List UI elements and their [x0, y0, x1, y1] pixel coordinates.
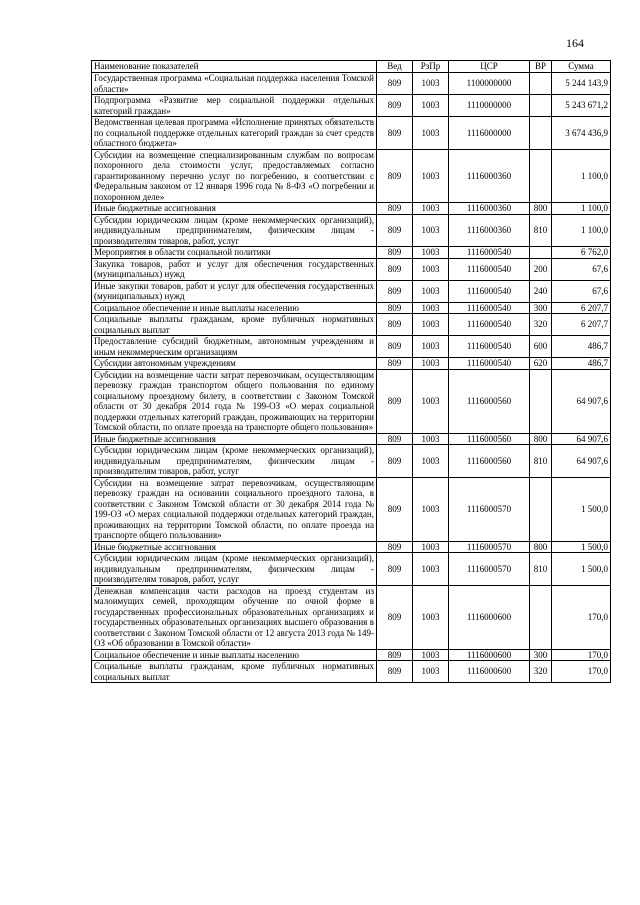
row-vr: 620: [530, 358, 552, 370]
row-vr: 240: [530, 280, 552, 302]
row-vr: 600: [530, 336, 552, 358]
table-row: [92, 369, 611, 433]
row-name: Социальные выплаты гражданам, кроме публичных нормативных социальных выплат: [92, 661, 377, 683]
row-ved: 809: [377, 258, 413, 280]
row-ved: 809: [377, 302, 413, 314]
row-rzpr: 1003: [413, 445, 449, 478]
row-rzpr: 1003: [413, 433, 449, 445]
row-csr: 1116000560: [449, 433, 530, 445]
row-vr: 200: [530, 258, 552, 280]
row-ved: 809: [377, 661, 413, 683]
table-row: [92, 661, 611, 683]
table-body: [92, 73, 611, 683]
row-rzpr: 1003: [413, 117, 449, 150]
row-vr: 800: [530, 433, 552, 445]
row-csr: 1116000540: [449, 247, 530, 259]
row-ved: 809: [377, 336, 413, 358]
row-sum: 5 244 143,9: [552, 73, 611, 95]
row-rzpr: 1003: [413, 585, 449, 649]
row-name: Иные бюджетные ассигнования: [92, 203, 377, 215]
row-vr: 810: [530, 214, 552, 247]
row-name: Иные бюджетные ассигнования: [92, 541, 377, 553]
row-name: Государственная программа «Социальная поддержка населения Томской области»: [92, 73, 377, 95]
row-name: Иные бюджетные ассигнования: [92, 433, 377, 445]
row-vr: 320: [530, 661, 552, 683]
row-rzpr: 1003: [413, 369, 449, 433]
row-vr: [530, 149, 552, 203]
row-csr: 1116000360: [449, 203, 530, 215]
header-ved: Вед: [377, 61, 413, 73]
header-rzpr: РзПр: [413, 61, 449, 73]
row-ved: 809: [377, 117, 413, 150]
table-row: [92, 117, 611, 150]
row-vr: [530, 95, 552, 117]
table-row: [92, 336, 611, 358]
row-rzpr: 1003: [413, 553, 449, 586]
row-rzpr: 1003: [413, 149, 449, 203]
row-name: Субсидии юридическим лицам (кроме некоммерческих организаций), индивидуальным предпринимателям, физическим лицам - производителям товаров, работ, услуг: [92, 445, 377, 478]
row-name: Закупка товаров, работ и услуг для обеспечения государственных (муниципальных) нужд: [92, 258, 377, 280]
row-ved: 809: [377, 95, 413, 117]
row-ved: 809: [377, 541, 413, 553]
row-vr: 300: [530, 302, 552, 314]
row-name: Субсидии на возмещение затрат перевозчикам, осуществляющим перевозку граждан на основании социального проездного талона, в соответствии с Законом Томской области от 30 декабря 2014 года № 199-ОЗ «О мерах социальной поддержки отдельных категорий граждан, проживающих на территории Томской области, по оплате проезда на транспорте общего пользования»: [92, 477, 377, 541]
row-ved: 809: [377, 358, 413, 370]
row-csr: 1110000000: [449, 95, 530, 117]
row-sum: 1 100,0: [552, 203, 611, 215]
table-header-row: [92, 61, 611, 73]
row-ved: 809: [377, 149, 413, 203]
table-row: [92, 477, 611, 541]
row-rzpr: 1003: [413, 73, 449, 95]
row-vr: [530, 117, 552, 150]
row-vr: [530, 585, 552, 649]
row-rzpr: 1003: [413, 302, 449, 314]
row-ved: 809: [377, 649, 413, 661]
row-vr: 800: [530, 541, 552, 553]
row-vr: 810: [530, 445, 552, 478]
row-sum: 170,0: [552, 585, 611, 649]
table-row: [92, 649, 611, 661]
page-number: 164: [566, 36, 584, 50]
row-vr: 320: [530, 314, 552, 336]
table-row: [92, 541, 611, 553]
row-ved: 809: [377, 553, 413, 586]
row-name: Предоставление субсидий бюджетным, автономным учреждениям и иным некоммерческим организациям: [92, 336, 377, 358]
table-row: [92, 247, 611, 259]
row-sum: 64 907,6: [552, 369, 611, 433]
table-row: [92, 314, 611, 336]
row-sum: 1 500,0: [552, 541, 611, 553]
row-rzpr: 1003: [413, 649, 449, 661]
row-csr: 1116000560: [449, 369, 530, 433]
row-name: Субсидии автономным учреждениям: [92, 358, 377, 370]
row-csr: 1116000540: [449, 358, 530, 370]
row-sum: 6 207,7: [552, 314, 611, 336]
row-name: Субсидии на возмещение части затрат перевозчикам, осуществляющим перевозку граждан транспортом общего пользования по единому социальному проездному билету, в соответствии с Законом Томской области от 30 декабря 2014 года № 199-ОЗ «О мерах социальной поддержки отдельных категорий граждан, проживающих на территории Томской области, по оплате проезда на транспорте общего пользования»: [92, 369, 377, 433]
table-row: [92, 214, 611, 247]
row-sum: 1 100,0: [552, 214, 611, 247]
row-csr: 1116000570: [449, 477, 530, 541]
row-rzpr: 1003: [413, 358, 449, 370]
row-rzpr: 1003: [413, 477, 449, 541]
row-csr: 1116000360: [449, 149, 530, 203]
row-rzpr: 1003: [413, 314, 449, 336]
row-name: Социальное обеспечение и иные выплаты населению: [92, 649, 377, 661]
table-row: [92, 203, 611, 215]
row-ved: 809: [377, 369, 413, 433]
row-csr: 1116000540: [449, 302, 530, 314]
table-row: [92, 433, 611, 445]
row-csr: 1100000000: [449, 73, 530, 95]
row-rzpr: 1003: [413, 280, 449, 302]
row-ved: 809: [377, 433, 413, 445]
row-vr: [530, 477, 552, 541]
row-name: Социальное обеспечение и иные выплаты населению: [92, 302, 377, 314]
row-rzpr: 1003: [413, 95, 449, 117]
row-sum: 5 243 671,2: [552, 95, 611, 117]
row-ved: 809: [377, 445, 413, 478]
row-csr: 1116000540: [449, 314, 530, 336]
row-rzpr: 1003: [413, 336, 449, 358]
row-sum: 6 762,0: [552, 247, 611, 259]
row-rzpr: 1003: [413, 203, 449, 215]
row-ved: 809: [377, 73, 413, 95]
row-sum: 64 907,6: [552, 445, 611, 478]
row-vr: 810: [530, 553, 552, 586]
row-sum: 64 907,6: [552, 433, 611, 445]
row-sum: 3 674 436,9: [552, 117, 611, 150]
row-sum: 67,6: [552, 280, 611, 302]
table-row: [92, 258, 611, 280]
row-rzpr: 1003: [413, 258, 449, 280]
row-csr: 1116000540: [449, 280, 530, 302]
row-sum: 1 100,0: [552, 149, 611, 203]
row-csr: 1116000560: [449, 445, 530, 478]
row-csr: 1116000600: [449, 661, 530, 683]
header-sum: Сумма: [552, 61, 611, 73]
row-name: Социальные выплаты гражданам, кроме публичных нормативных социальных выплат: [92, 314, 377, 336]
budget-table: [91, 60, 611, 683]
row-name: Подпрограмма «Развитие мер социальной поддержки отдельных категорий граждан»: [92, 95, 377, 117]
row-ved: 809: [377, 247, 413, 259]
row-sum: 486,7: [552, 358, 611, 370]
row-sum: 486,7: [552, 336, 611, 358]
table-row: [92, 553, 611, 586]
row-ved: 809: [377, 280, 413, 302]
row-sum: 67,6: [552, 258, 611, 280]
row-csr: 1116000600: [449, 649, 530, 661]
row-ved: 809: [377, 477, 413, 541]
row-ved: 809: [377, 214, 413, 247]
row-ved: 809: [377, 314, 413, 336]
row-name: Субсидии юридическим лицам (кроме некоммерческих организаций), индивидуальным предпринимателям, физическим лицам - производителям товаров, работ, услуг: [92, 553, 377, 586]
row-ved: 809: [377, 585, 413, 649]
row-sum: 6 207,7: [552, 302, 611, 314]
row-csr: 1116000360: [449, 214, 530, 247]
table-row: [92, 73, 611, 95]
row-sum: 1 500,0: [552, 477, 611, 541]
row-name: Денежная компенсация части расходов на проезд студентам из малоимущих семей, проходящим обучение по очной форме в государственных профессиональных образовательных организациях и государственных образовательных организациях высшего образования в соответствии с Законом Томской области от 12 августа 2013 года № 149-ОЗ «Об образовании в Томской области»: [92, 585, 377, 649]
row-name: Иные закупки товаров, работ и услуг для обеспечения государственных (муниципальных) нужд: [92, 280, 377, 302]
row-rzpr: 1003: [413, 541, 449, 553]
table-row: [92, 149, 611, 203]
row-vr: 300: [530, 649, 552, 661]
table-row: [92, 585, 611, 649]
header-name: Наименование показателей: [92, 61, 377, 73]
row-rzpr: 1003: [413, 247, 449, 259]
row-sum: 170,0: [552, 649, 611, 661]
row-name: Мероприятия в области социальной политики: [92, 247, 377, 259]
row-vr: [530, 73, 552, 95]
row-vr: [530, 369, 552, 433]
row-csr: 1116000540: [449, 336, 530, 358]
row-sum: 170,0: [552, 661, 611, 683]
row-csr: 1116000570: [449, 553, 530, 586]
row-vr: [530, 247, 552, 259]
row-ved: 809: [377, 203, 413, 215]
row-rzpr: 1003: [413, 661, 449, 683]
table-row: [92, 302, 611, 314]
row-vr: 800: [530, 203, 552, 215]
header-csr: ЦСР: [449, 61, 530, 73]
table-row: [92, 358, 611, 370]
row-csr: 1116000000: [449, 117, 530, 150]
row-csr: 1116000540: [449, 258, 530, 280]
table-row: [92, 95, 611, 117]
row-csr: 1116000570: [449, 541, 530, 553]
row-name: Ведомственная целевая программа «Исполнение принятых обязательств по социальной поддержке отдельных категорий граждан за счет средств областного бюджета»: [92, 117, 377, 150]
header-vr: ВР: [530, 61, 552, 73]
table-row: [92, 280, 611, 302]
row-name: Субсидии на возмещение специализированным службам по вопросам похоронного дела стоимости услуг, предоставляемых согласно гарантированному перечню услуг по погребению, в соответствии с Федеральным законом от 12 января 1996 года № 8-ФЗ «О погребении и похоронном деле»: [92, 149, 377, 203]
row-rzpr: 1003: [413, 214, 449, 247]
row-sum: 1 500,0: [552, 553, 611, 586]
row-name: Субсидии юридическим лицам (кроме некоммерческих организаций), индивидуальным предпринимателям, физическим лицам - производителям товаров, работ, услуг: [92, 214, 377, 247]
row-csr: 1116000600: [449, 585, 530, 649]
table-row: [92, 445, 611, 478]
